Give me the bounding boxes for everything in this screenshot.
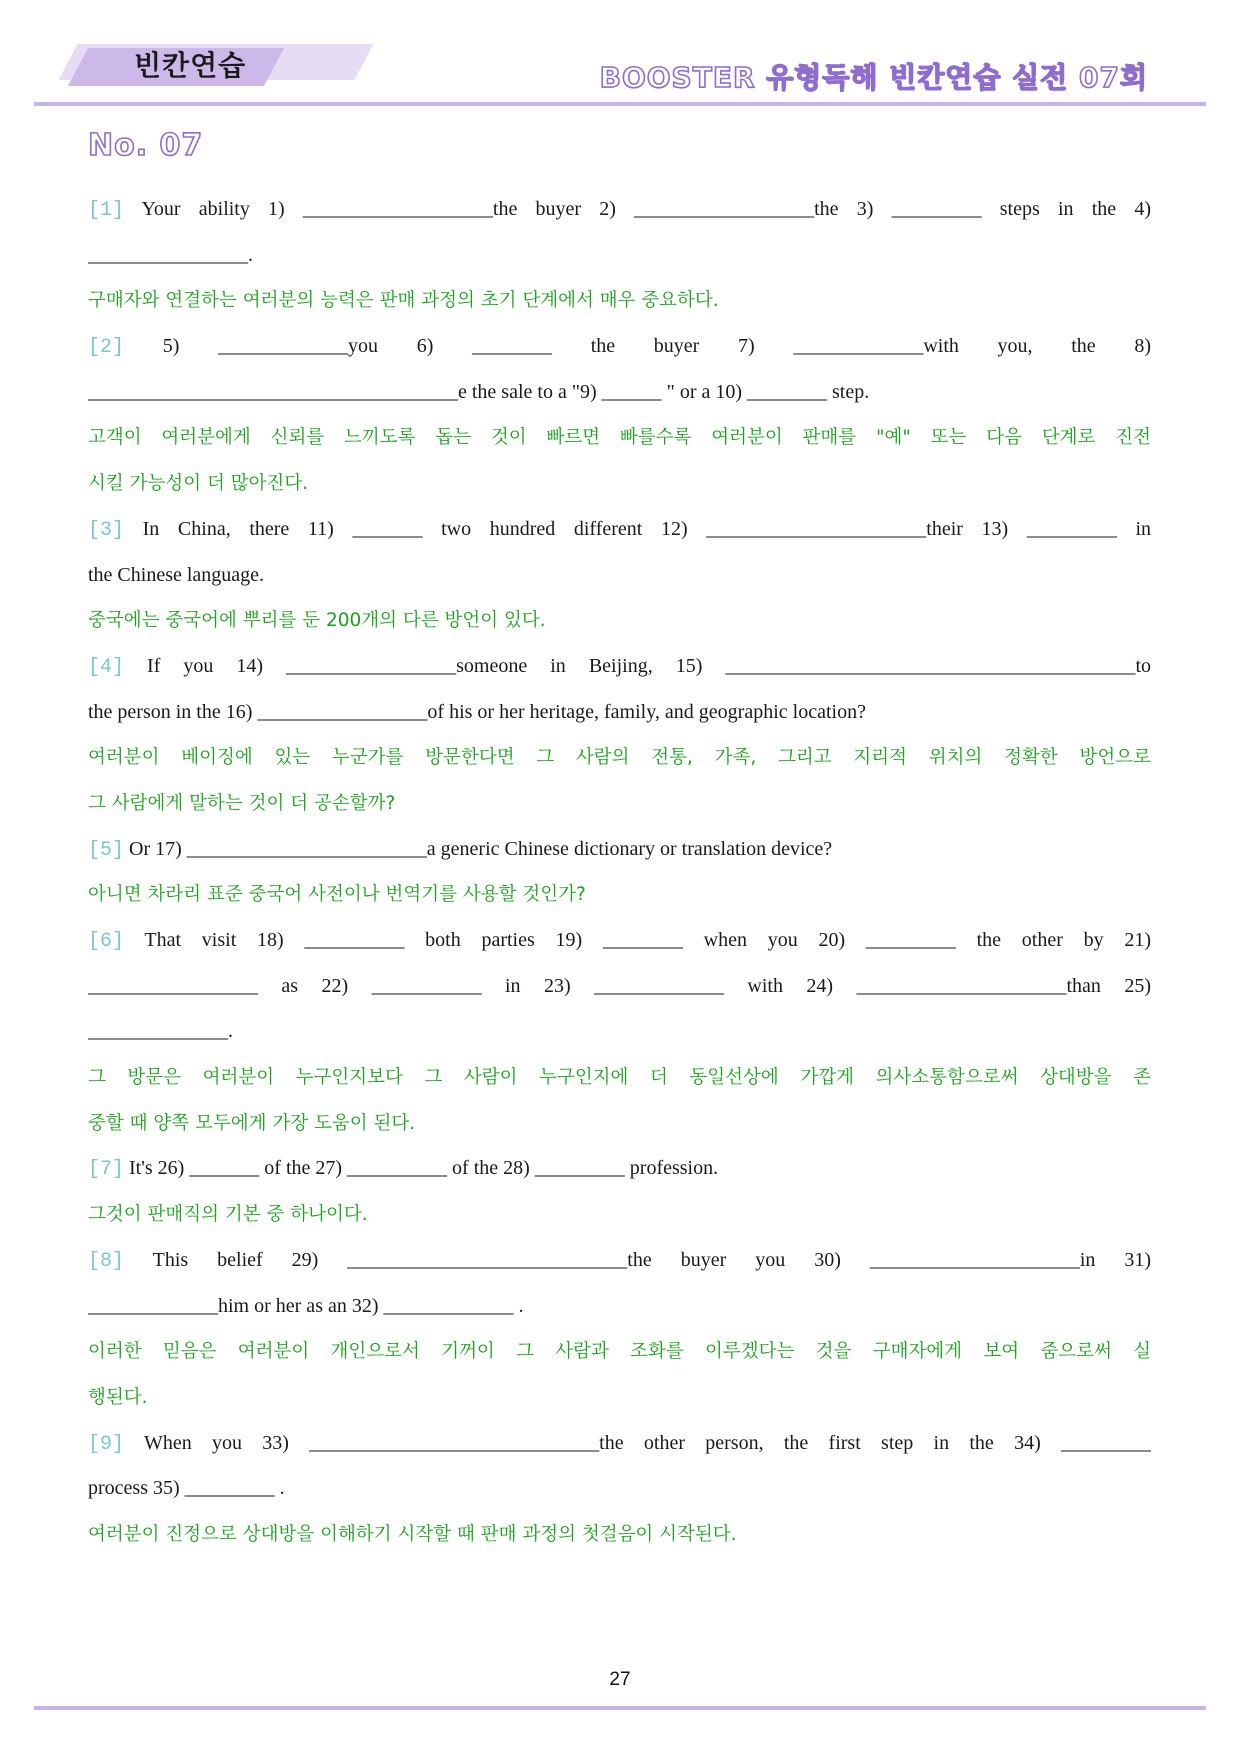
english-line (88, 827, 1151, 873)
english-line (88, 370, 1151, 416)
english-line (88, 233, 1151, 279)
english-line (88, 690, 1151, 736)
english-text: _____________him or her as an 32) _____________ . (88, 1294, 524, 1317)
english-text: Your ability 1) ___________________the buyer 2) __________________the 3) _________ steps in the 4) (141, 198, 1151, 220)
english-text: When you 33) _____________________________the other person, the first step in the 34) _________ (143, 1431, 1151, 1454)
english-text: _________________ as 22) ___________ in 23) _____________ with 24) _____________________than 25) (88, 974, 1151, 997)
english-line (88, 918, 1151, 964)
korean-translation-line: 그 사람에게 말하는 것이 더 공손할까? (88, 792, 396, 814)
english-text: That visit 18) __________ both parties 19) ________ when you 20) _________ the other by 21) (144, 929, 1151, 951)
korean-translation-line: 여러분이 베이징에 있는 누군가를 방문한다면 그 사람의 전통, 가족, 그리고 지리적 위치의 정확한 방언으로 (88, 747, 1151, 769)
english-text: process 35) _________ . (88, 1477, 285, 1500)
korean-translation-line: 여러분이 진정으로 상대방을 이해하기 시작할 때 판매 과정의 첫걸음이 시작된다. (88, 1523, 737, 1545)
english-text: This belief 29) ____________________________the buyer you 30) _____________________in 31) (152, 1248, 1151, 1271)
header-divider (34, 102, 1206, 106)
korean-translation-line: 중국에는 중국어에 뿌리를 둔 200개의 다른 방언이 있다. (88, 610, 546, 632)
item-number: [3] (88, 518, 125, 542)
english-line (88, 507, 1151, 553)
english-text: the person in the 16) _________________of his or her heritage, family, and geographic location? (88, 700, 866, 723)
english-line (88, 187, 1151, 233)
header-tab-label: 빈칸연습 (134, 49, 247, 82)
item-number: [8] (88, 1249, 125, 1273)
english-line (88, 1284, 1151, 1330)
korean-translation-line: 행된다. (88, 1386, 148, 1408)
korean-translation-line: 아니면 차라리 표준 중국어 사전이나 번역기를 사용할 것인가? (88, 884, 586, 906)
section-label: No. 07 (88, 128, 204, 163)
english-text: Or 17) ________________________a generic Chinese dictionary or translation device? (129, 837, 833, 860)
item-number: [1] (88, 199, 125, 222)
english-line (88, 964, 1151, 1010)
english-line (88, 1238, 1151, 1284)
english-text: If you 14) _________________someone in Beijing, 15) _________________________________________to (147, 654, 1151, 677)
page-number: 27 (609, 1669, 631, 1690)
korean-translation-line: 시킬 가능성이 더 많아진다. (88, 473, 309, 495)
item-number: [5] (88, 838, 125, 862)
english-line (88, 1146, 1151, 1192)
footer-divider (34, 1706, 1206, 1710)
english-text: the Chinese language. (88, 563, 265, 586)
english-line (88, 1009, 1151, 1055)
english-line (88, 1421, 1151, 1467)
korean-translation-line: 그것이 판매직의 기본 중 하나이다. (88, 1204, 368, 1226)
english-text: _____________________________________e the sale to a "9) ______ " or a 10) ________ step. (88, 380, 870, 403)
item-number: [2] (88, 336, 125, 360)
item-number: [4] (88, 655, 125, 679)
header-title: BOOSTER 유형독해 빈칸연습 실전 07회 (599, 61, 1148, 94)
english-text: 5) _____________you 6) ________ the buyer 7) _____________with you, the 8) (162, 335, 1151, 358)
exercise-content (88, 187, 1151, 1558)
english-line (88, 1466, 1151, 1512)
english-text: ______________. (88, 1020, 233, 1043)
korean-translation-line: 구매자와 연결하는 여러분의 능력은 판매 과정의 초기 단계에서 매우 중요하다. (88, 290, 719, 312)
item-number: [7] (88, 1158, 125, 1182)
english-text: It's 26) _______ of the 27) __________ of the 28) _________ profession. (129, 1157, 719, 1180)
english-line (88, 644, 1151, 690)
item-number: [9] (88, 1432, 125, 1456)
english-text: In China, there 11) _______ two hundred different 12) ______________________their 13) _________ in (142, 517, 1151, 540)
korean-translation-line: 고객이 여러분에게 신뢰를 느끼도록 돕는 것이 빠르면 빠를수록 여러분이 판매를 "예" 또는 다음 단계로 진전 (88, 427, 1151, 449)
english-line (88, 553, 1151, 599)
korean-translation-line: 중할 때 양쪽 모두에게 가장 도움이 된다. (88, 1112, 416, 1134)
korean-translation-line: 그 방문은 여러분이 누구인지보다 그 사람이 누구인지에 더 동일선상에 가깝게 의사소통함으로써 상대방을 존 (88, 1067, 1151, 1089)
item-number: [6] (88, 930, 125, 953)
english-line (88, 324, 1151, 370)
english-text: ________________. (88, 243, 253, 266)
korean-translation-line: 이러한 믿음은 여러분이 개인으로서 기꺼이 그 사람과 조화를 이루겠다는 것을 구매자에게 보여 줌으로써 실 (88, 1341, 1151, 1363)
